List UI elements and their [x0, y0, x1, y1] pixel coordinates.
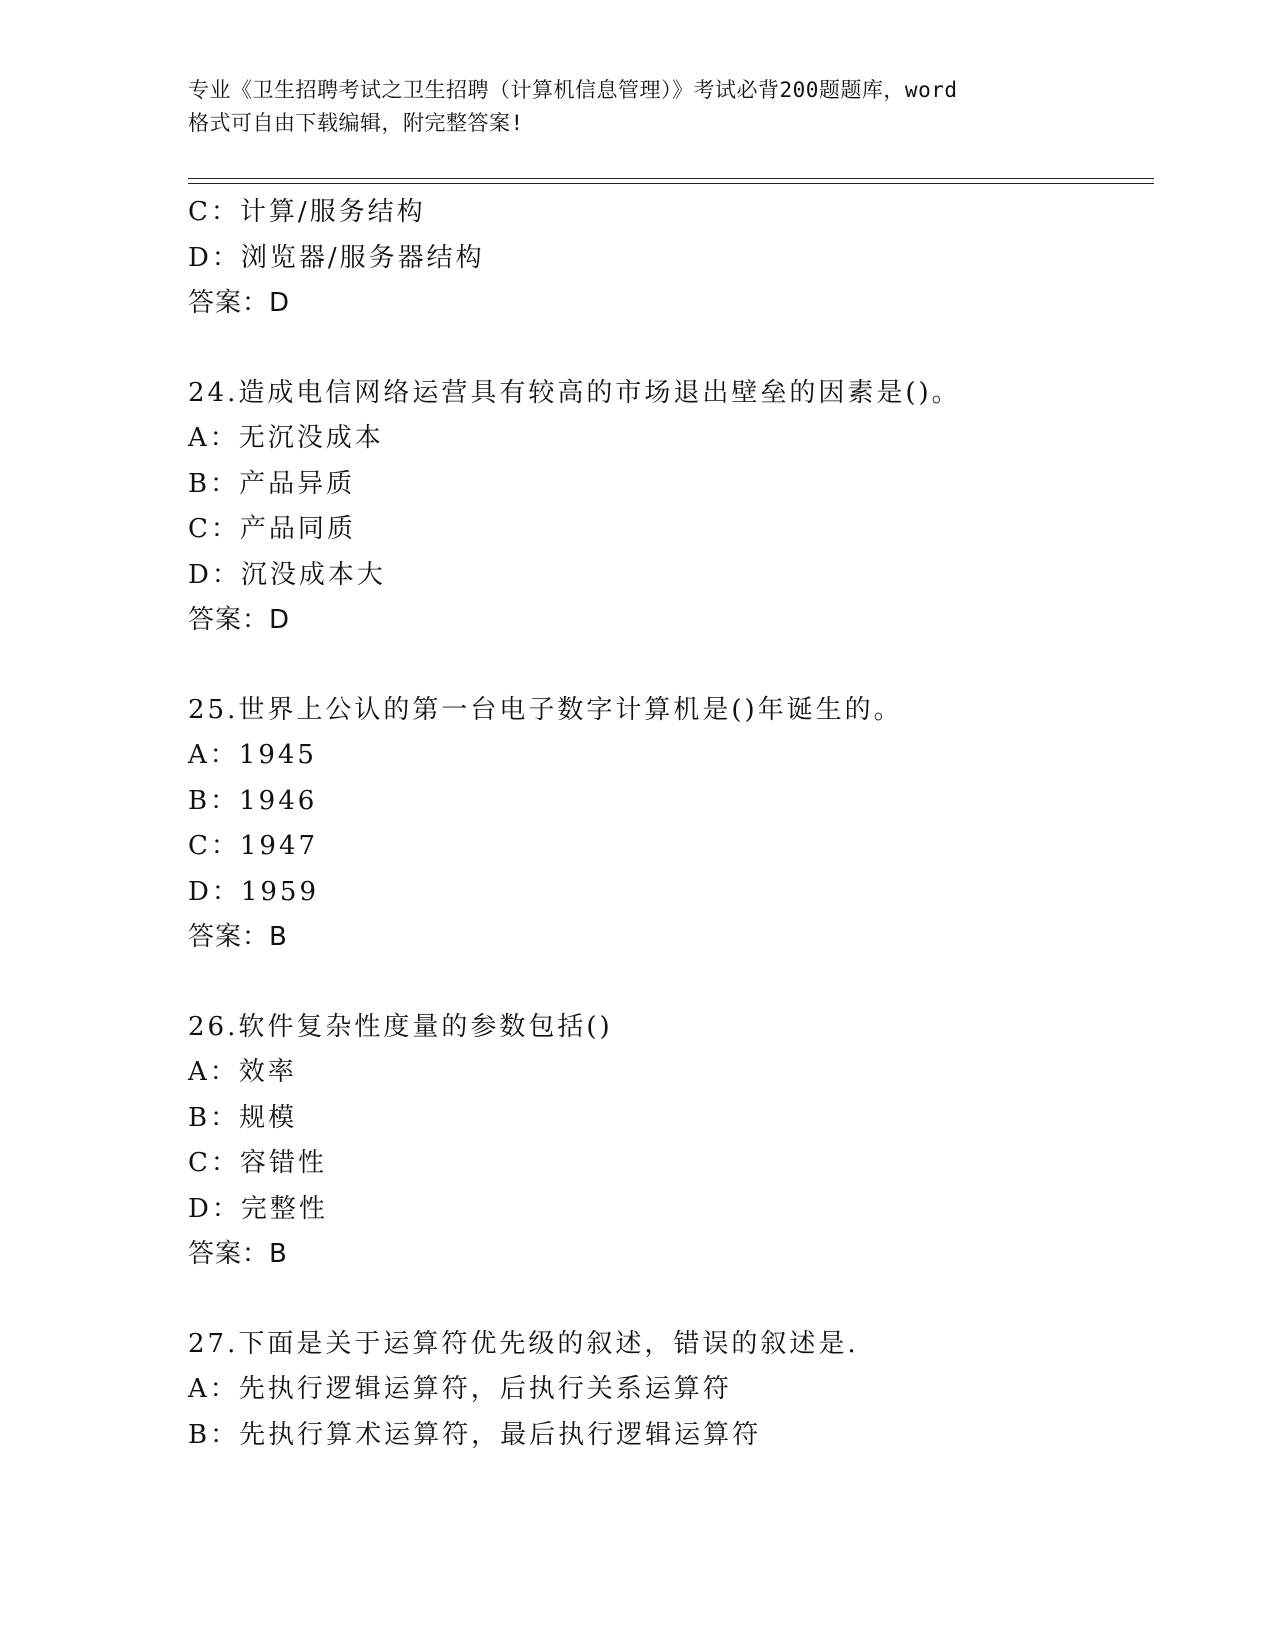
question-26: 26.软件复杂性度量的参数包括()	[188, 1011, 613, 1042]
option-b: B：产品异质	[188, 468, 356, 499]
option-c: C：计算/服务结构	[188, 197, 426, 227]
option-a: A：无沉没成本	[188, 423, 384, 453]
option-b: B：1946	[188, 785, 318, 816]
header-line-2: 格式可自由下载编辑，附完整答案!	[188, 111, 524, 135]
answer: 答案：B	[188, 922, 288, 952]
document-header	[188, 74, 1088, 140]
option-a: A：先执行逻辑运算符，后执行关系运算符	[188, 1374, 732, 1404]
question-24: 24.造成电信网络运营具有较高的市场退出壁垒的因素是()。	[188, 377, 961, 408]
option-c: C：产品同质	[188, 514, 356, 544]
question-27: 27.下面是关于运算符优先级的叙述，错误的叙述是.	[188, 1328, 859, 1359]
answer: 答案：D	[188, 288, 291, 318]
answer: 答案：B	[188, 1239, 288, 1269]
question-list	[188, 190, 1154, 1458]
option-b: B：规模	[188, 1102, 298, 1133]
option-c: C：容错性	[188, 1148, 327, 1178]
header-rule-bottom	[188, 183, 1154, 184]
option-d: D：沉没成本大	[188, 559, 386, 590]
option-d: D：完整性	[188, 1193, 328, 1224]
option-a: A：1945	[188, 740, 317, 770]
option-c: C：1947	[188, 831, 319, 861]
header-rule-top	[188, 178, 1154, 179]
option-d: D：浏览器/服务器结构	[188, 242, 485, 273]
header-line-1: 专业《卫生招聘考试之卫生招聘（计算机信息管理）》考试必背200题题库，word	[188, 78, 958, 102]
question-25: 25.世界上公认的第一台电子数字计算机是()年诞生的。	[188, 694, 903, 725]
option-b: B：先执行算术运算符，最后执行逻辑运算符	[188, 1419, 762, 1450]
option-a: A：效率	[188, 1057, 297, 1087]
answer: 答案：D	[188, 605, 291, 635]
option-d: D：1959	[188, 876, 320, 907]
